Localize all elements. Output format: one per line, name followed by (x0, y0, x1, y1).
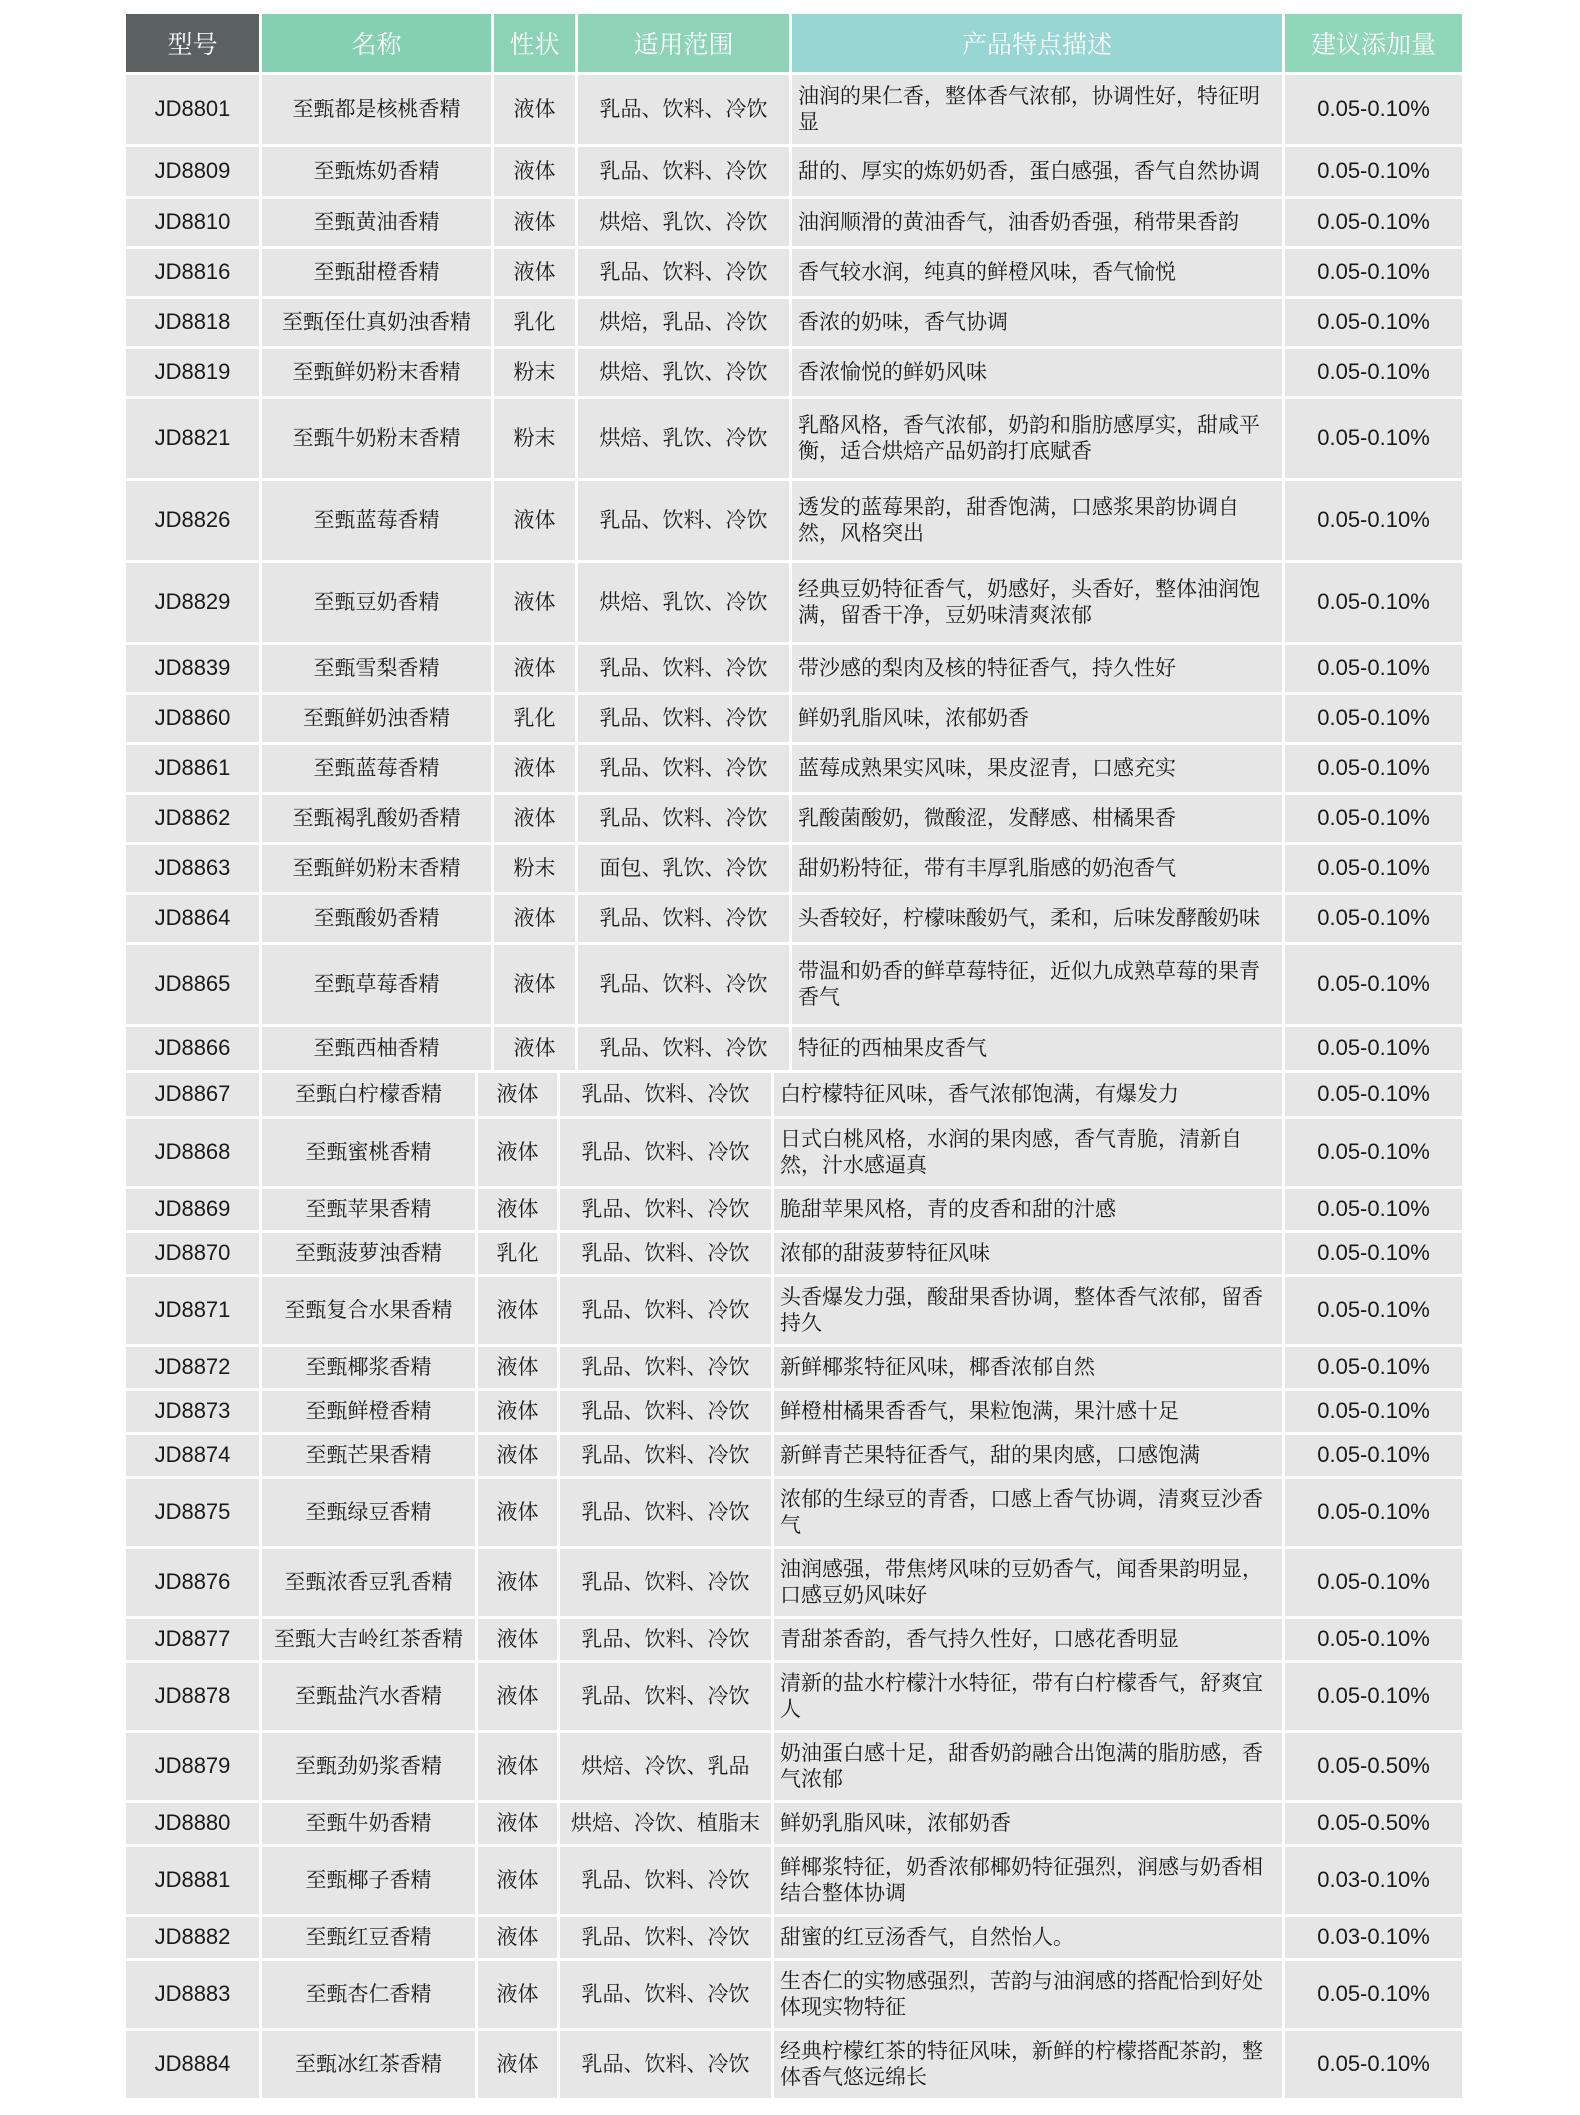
cell-state: 液体 (494, 147, 578, 196)
cell-scope: 乳品、饮料、冷饮 (560, 1961, 774, 2028)
table-row (126, 1274, 1462, 1344)
table-row (126, 396, 1462, 478)
header-name: 名称 (262, 14, 494, 72)
cell-description: 鲜椰浆特征，奶香浓郁椰奶特征强烈，润感与奶香相结合整体协调 (774, 1847, 1285, 1914)
cell-state: 液体 (494, 563, 578, 642)
cell-scope: 乳品、饮料、冷饮 (560, 1347, 774, 1388)
cell-model: JD8868 (126, 1119, 262, 1186)
cell-scope: 烘焙、乳饮、冷饮 (578, 199, 792, 246)
cell-dosage: 0.05-0.10% (1317, 1035, 1430, 1061)
cell-name: 至甄浓香豆乳香精 (262, 1549, 478, 1616)
table-row (126, 942, 1462, 1024)
cell-dosage: 0.05-0.10% (1317, 1081, 1430, 1107)
cell-scope: 乳品、饮料、冷饮 (560, 1479, 774, 1546)
cell-dosage: 0.05-0.10% (1317, 805, 1430, 831)
cell-name: 至甄侄仕真奶浊香精 (262, 299, 494, 346)
cell-state: 乳化 (478, 1233, 560, 1274)
table-row (126, 346, 1462, 396)
cell-name: 至甄椰子香精 (262, 1847, 478, 1914)
cell-state: 液体 (478, 1347, 560, 1388)
cell-name: 至甄炼奶香精 (262, 147, 494, 196)
cell-state: 液体 (478, 1917, 560, 1958)
cell-model: JD8839 (126, 645, 262, 692)
cell-state: 液体 (478, 1619, 560, 1660)
cell-name: 至甄蓝莓香精 (262, 481, 494, 560)
cell-dosage: 0.05-0.10% (1317, 1354, 1430, 1380)
cell-dosage: 0.03-0.10% (1317, 1924, 1430, 1950)
cell-name: 至甄鲜橙香精 (262, 1391, 478, 1432)
cell-state: 液体 (494, 1027, 578, 1070)
cell-description: 经典豆奶特征香气，奶感好，头香好，整体油润饱满，留香干净，豆奶味清爽浓郁 (792, 563, 1285, 642)
cell-scope: 烘焙，乳品、冷饮 (578, 299, 792, 346)
table-row (126, 1958, 1462, 2028)
cell-name: 至甄白柠檬香精 (262, 1073, 478, 1116)
cell-dosage: 0.05-0.10% (1317, 1297, 1430, 1323)
table-row (126, 196, 1462, 246)
header-description: 产品特点描述 (792, 14, 1285, 72)
cell-model: JD8883 (126, 1961, 262, 2028)
cell-model: JD8874 (126, 1435, 262, 1476)
cell-scope: 乳品、饮料、冷饮 (560, 1277, 774, 1344)
cell-dosage: 0.05-0.10% (1317, 1499, 1430, 1525)
cell-name: 至甄劲奶浆香精 (262, 1733, 478, 1800)
cell-state: 液体 (478, 1189, 560, 1230)
cell-dosage: 0.05-0.10% (1317, 971, 1430, 997)
cell-state: 液体 (478, 1961, 560, 2028)
cell-description: 香气较水润，纯真的鲜橙风味，香气愉悦 (792, 249, 1285, 296)
cell-name: 至甄复合水果香精 (262, 1277, 478, 1344)
cell-dosage: 0.05-0.10% (1317, 655, 1430, 681)
cell-scope: 乳品、饮料、冷饮 (578, 795, 792, 842)
cell-dosage: 0.05-0.10% (1317, 1442, 1430, 1468)
cell-scope: 烘焙、冷饮、乳品 (560, 1733, 774, 1800)
cell-scope: 乳品、饮料、冷饮 (578, 481, 792, 560)
cell-dosage: 0.05-0.50% (1317, 1810, 1430, 1836)
cell-description: 油润感强，带焦烤风味的豆奶香气，闻香果韵明显，口感豆奶风味好 (774, 1549, 1285, 1616)
cell-name: 至甄牛奶粉末香精 (262, 399, 494, 478)
cell-scope: 乳品、饮料、冷饮 (560, 1119, 774, 1186)
cell-model: JD8818 (126, 299, 262, 346)
cell-state: 粉末 (494, 845, 578, 892)
cell-name: 至甄红豆香精 (262, 1917, 478, 1958)
cell-description: 新鲜青芒果特征香气，甜的果肉感，口感饱满 (774, 1435, 1285, 1476)
cell-model: JD8882 (126, 1917, 262, 1958)
cell-description: 脆甜苹果风格，青的皮香和甜的汁感 (774, 1189, 1285, 1230)
cell-model: JD8873 (126, 1391, 262, 1432)
cell-dosage: 0.05-0.10% (1317, 1569, 1430, 1595)
cell-scope: 乳品、饮料、冷饮 (560, 1189, 774, 1230)
cell-name: 至甄褐乳酸奶香精 (262, 795, 494, 842)
cell-scope: 烘焙、冷饮、植脂末 (560, 1803, 774, 1844)
header-state: 性状 (494, 14, 578, 72)
table-row (126, 478, 1462, 560)
cell-description: 油润顺滑的黄油香气，油香奶香强，稍带果香韵 (792, 199, 1285, 246)
cell-name: 至甄鲜奶粉末香精 (262, 349, 494, 396)
cell-model: JD8865 (126, 945, 262, 1024)
table-row (126, 1660, 1462, 1730)
cell-dosage: 0.05-0.10% (1317, 2051, 1430, 2077)
cell-description: 油润的果仁香，整体香气浓郁，协调性好，特征明显 (792, 75, 1285, 144)
table-row (126, 72, 1462, 144)
cell-description: 鲜奶乳脂风味，浓郁奶香 (774, 1803, 1285, 1844)
cell-scope: 乳品、饮料、冷饮 (560, 1073, 774, 1116)
cell-name: 至甄甜橙香精 (262, 249, 494, 296)
cell-name: 至甄大吉岭红茶香精 (262, 1619, 478, 1660)
cell-scope: 乳品、饮料、冷饮 (560, 1233, 774, 1274)
cell-state: 液体 (494, 75, 578, 144)
table-row (126, 1800, 1462, 1844)
table-row (126, 742, 1462, 792)
cell-name: 至甄蜜桃香精 (262, 1119, 478, 1186)
cell-description: 透发的蓝莓果韵，甜香饱满，口感浆果韵协调自然，风格突出 (792, 481, 1285, 560)
cell-name: 至甄菠萝浊香精 (262, 1233, 478, 1274)
cell-model: JD8884 (126, 2031, 262, 2098)
cell-state: 液体 (478, 1803, 560, 1844)
table-row (126, 1070, 1462, 1116)
table-row (126, 1914, 1462, 1958)
cell-dosage: 0.05-0.10% (1317, 96, 1430, 122)
cell-model: JD8871 (126, 1277, 262, 1344)
cell-name: 至甄雪梨香精 (262, 645, 494, 692)
cell-state: 液体 (494, 795, 578, 842)
cell-dosage: 0.05-0.10% (1317, 705, 1430, 731)
cell-dosage: 0.05-0.10% (1317, 755, 1430, 781)
cell-description: 带温和奶香的鲜草莓特征，近似九成熟草莓的果青香气 (792, 945, 1285, 1024)
header-scope: 适用范围 (578, 14, 792, 72)
cell-dosage: 0.05-0.10% (1317, 359, 1430, 385)
cell-description: 浓郁的甜菠萝特征风味 (774, 1233, 1285, 1274)
cell-description: 鲜橙柑橘果香香气，果粒饱满，果汁感十足 (774, 1391, 1285, 1432)
cell-state: 乳化 (494, 299, 578, 346)
cell-dosage: 0.05-0.10% (1317, 1683, 1430, 1709)
cell-dosage: 0.05-0.10% (1317, 855, 1430, 881)
cell-scope: 乳品、饮料、冷饮 (560, 1663, 774, 1730)
cell-description: 清新的盐水柠檬汁水特征，带有白柠檬香气，舒爽宜人 (774, 1663, 1285, 1730)
table-row (126, 1476, 1462, 1546)
product-table (126, 14, 1462, 2098)
cell-dosage: 0.05-0.10% (1317, 209, 1430, 235)
cell-name: 至甄黄油香精 (262, 199, 494, 246)
cell-scope: 乳品、饮料、冷饮 (578, 945, 792, 1024)
cell-dosage: 0.05-0.10% (1317, 1240, 1430, 1266)
cell-description: 乳酸菌酸奶，微酸涩，发酵感、柑橘果香 (792, 795, 1285, 842)
cell-name: 至甄芒果香精 (262, 1435, 478, 1476)
cell-model: JD8881 (126, 1847, 262, 1914)
cell-name: 至甄草莓香精 (262, 945, 494, 1024)
cell-dosage: 0.05-0.10% (1317, 309, 1430, 335)
cell-state: 液体 (494, 745, 578, 792)
table-row (126, 1024, 1462, 1070)
cell-scope: 乳品、饮料、冷饮 (578, 645, 792, 692)
cell-dosage: 0.05-0.10% (1317, 1981, 1430, 2007)
cell-state: 液体 (478, 1663, 560, 1730)
cell-model: JD8862 (126, 795, 262, 842)
cell-model: JD8870 (126, 1233, 262, 1274)
table-row (126, 642, 1462, 692)
cell-scope: 乳品、饮料、冷饮 (578, 75, 792, 144)
cell-description: 头香较好，柠檬味酸奶气，柔和，后味发酵酸奶味 (792, 895, 1285, 942)
cell-description: 甜奶粉特征，带有丰厚乳脂感的奶泡香气 (792, 845, 1285, 892)
cell-scope: 乳品、饮料、冷饮 (578, 695, 792, 742)
cell-scope: 烘焙、乳饮、冷饮 (578, 563, 792, 642)
table-row (126, 1230, 1462, 1274)
cell-name: 至甄苹果香精 (262, 1189, 478, 1230)
cell-model: JD8878 (126, 1663, 262, 1730)
table-row (126, 1730, 1462, 1800)
table-row (126, 296, 1462, 346)
cell-name: 至甄牛奶香精 (262, 1803, 478, 1844)
cell-name: 至甄西柚香精 (262, 1027, 494, 1070)
cell-model: JD8864 (126, 895, 262, 942)
cell-dosage: 0.03-0.10% (1317, 1867, 1430, 1893)
cell-state: 液体 (478, 1733, 560, 1800)
cell-scope: 乳品、饮料、冷饮 (560, 1391, 774, 1432)
cell-name: 至甄豆奶香精 (262, 563, 494, 642)
cell-description: 浓郁的生绿豆的青香，口感上香气协调，清爽豆沙香气 (774, 1479, 1285, 1546)
cell-scope: 乳品、饮料、冷饮 (578, 745, 792, 792)
cell-state: 粉末 (494, 399, 578, 478)
table-row (126, 792, 1462, 842)
table-row (126, 1388, 1462, 1432)
cell-scope: 乳品、饮料、冷饮 (560, 1619, 774, 1660)
cell-dosage: 0.05-0.50% (1317, 1753, 1430, 1779)
table-row (126, 1116, 1462, 1186)
cell-description: 生杏仁的实物感强烈，苦韵与油润感的搭配恰到好处体现实物特征 (774, 1961, 1285, 2028)
cell-name: 至甄冰红茶香精 (262, 2031, 478, 2098)
cell-name: 至甄蓝莓香精 (262, 745, 494, 792)
cell-state: 液体 (478, 2031, 560, 2098)
cell-description: 香浓愉悦的鲜奶风味 (792, 349, 1285, 396)
cell-model: JD8875 (126, 1479, 262, 1546)
cell-state: 液体 (494, 645, 578, 692)
cell-model: JD8809 (126, 147, 262, 196)
cell-model: JD8869 (126, 1189, 262, 1230)
table-row (126, 842, 1462, 892)
table-row (126, 1344, 1462, 1388)
cell-name: 至甄绿豆香精 (262, 1479, 478, 1546)
cell-name: 至甄鲜奶浊香精 (262, 695, 494, 742)
cell-description: 带沙感的梨肉及核的特征香气，持久性好 (792, 645, 1285, 692)
cell-model: JD8861 (126, 745, 262, 792)
table-row (126, 560, 1462, 642)
cell-state: 液体 (478, 1277, 560, 1344)
table-row (126, 144, 1462, 196)
cell-state: 液体 (478, 1073, 560, 1116)
table-row (126, 692, 1462, 742)
cell-state: 液体 (478, 1549, 560, 1616)
table-row (126, 1616, 1462, 1660)
cell-state: 液体 (478, 1435, 560, 1476)
cell-model: JD8879 (126, 1733, 262, 1800)
cell-model: JD8826 (126, 481, 262, 560)
cell-description: 头香爆发力强，酸甜果香协调，整体香气浓郁，留香持久 (774, 1277, 1285, 1344)
cell-name: 至甄鲜奶粉末香精 (262, 845, 494, 892)
cell-dosage: 0.05-0.10% (1317, 507, 1430, 533)
cell-scope: 烘焙、乳饮、冷饮 (578, 399, 792, 478)
cell-model: JD8829 (126, 563, 262, 642)
cell-dosage: 0.05-0.10% (1317, 589, 1430, 615)
cell-description: 乳酪风格，香气浓郁，奶韵和脂肪感厚实，甜咸平衡，适合烘焙产品奶韵打底赋香 (792, 399, 1285, 478)
cell-dosage: 0.05-0.10% (1317, 1398, 1430, 1424)
cell-description: 青甜茶香韵，香气持久性好，口感花香明显 (774, 1619, 1285, 1660)
cell-scope: 乳品、饮料、冷饮 (560, 2031, 774, 2098)
cell-name: 至甄椰浆香精 (262, 1347, 478, 1388)
cell-state: 液体 (478, 1479, 560, 1546)
header-model: 型号 (126, 14, 262, 72)
cell-state: 液体 (478, 1391, 560, 1432)
table-header (126, 14, 1462, 72)
cell-scope: 乳品、饮料、冷饮 (560, 1549, 774, 1616)
cell-state: 液体 (494, 481, 578, 560)
cell-model: JD8860 (126, 695, 262, 742)
table-row (126, 1844, 1462, 1914)
cell-model: JD8863 (126, 845, 262, 892)
cell-state: 乳化 (494, 695, 578, 742)
cell-description: 奶油蛋白感十足，甜香奶韵融合出饱满的脂肪感，香气浓郁 (774, 1733, 1285, 1800)
cell-state: 液体 (478, 1847, 560, 1914)
table-row (126, 1432, 1462, 1476)
cell-model: JD8801 (126, 75, 262, 144)
cell-state: 液体 (494, 895, 578, 942)
cell-state: 液体 (494, 199, 578, 246)
cell-name: 至甄杏仁香精 (262, 1961, 478, 2028)
cell-model: JD8821 (126, 399, 262, 478)
cell-dosage: 0.05-0.10% (1317, 905, 1430, 931)
cell-description: 鲜奶乳脂风味，浓郁奶香 (792, 695, 1285, 742)
table-row (126, 892, 1462, 942)
cell-name: 至甄都是核桃香精 (262, 75, 494, 144)
cell-dosage: 0.05-0.10% (1317, 259, 1430, 285)
cell-dosage: 0.05-0.10% (1317, 425, 1430, 451)
cell-dosage: 0.05-0.10% (1317, 1626, 1430, 1652)
table-row (126, 2028, 1462, 2098)
cell-scope: 面包、乳饮、冷饮 (578, 845, 792, 892)
cell-description: 白柠檬特征风味，香气浓郁饱满，有爆发力 (774, 1073, 1285, 1116)
cell-model: JD8876 (126, 1549, 262, 1616)
cell-scope: 烘焙、乳饮、冷饮 (578, 349, 792, 396)
cell-scope: 乳品、饮料、冷饮 (578, 147, 792, 196)
cell-scope: 乳品、饮料、冷饮 (560, 1847, 774, 1914)
cell-name: 至甄盐汽水香精 (262, 1663, 478, 1730)
cell-model: JD8880 (126, 1803, 262, 1844)
cell-description: 蓝莓成熟果实风味，果皮涩青，口感充实 (792, 745, 1285, 792)
cell-description: 香浓的奶味，香气协调 (792, 299, 1285, 346)
cell-description: 日式白桃风格，水润的果肉感，香气青脆，清新自然，汁水感逼真 (774, 1119, 1285, 1186)
header-dosage: 建议添加量 (1285, 14, 1462, 72)
cell-model: JD8816 (126, 249, 262, 296)
table-body (126, 72, 1462, 2098)
cell-model: JD8810 (126, 199, 262, 246)
cell-scope: 乳品、饮料、冷饮 (560, 1435, 774, 1476)
cell-scope: 乳品、饮料、冷饮 (578, 895, 792, 942)
cell-description: 甜的、厚实的炼奶奶香，蛋白感强，香气自然协调 (792, 147, 1285, 196)
cell-description: 新鲜椰浆特征风味，椰香浓郁自然 (774, 1347, 1285, 1388)
cell-state: 粉末 (494, 349, 578, 396)
cell-dosage: 0.05-0.10% (1317, 1139, 1430, 1165)
cell-model: JD8867 (126, 1073, 262, 1116)
table-row (126, 1546, 1462, 1616)
cell-model: JD8872 (126, 1347, 262, 1388)
cell-scope: 乳品、饮料、冷饮 (578, 249, 792, 296)
cell-description: 甜蜜的红豆汤香气，自然怡人。 (774, 1917, 1285, 1958)
table-row (126, 1186, 1462, 1230)
table-row (126, 246, 1462, 296)
cell-description: 特征的西柚果皮香气 (792, 1027, 1285, 1070)
cell-dosage: 0.05-0.10% (1317, 158, 1430, 184)
cell-model: JD8877 (126, 1619, 262, 1660)
cell-description: 经典柠檬红茶的特征风味，新鲜的柠檬搭配茶韵，整体香气悠远绵长 (774, 2031, 1285, 2098)
cell-state: 液体 (494, 249, 578, 296)
cell-state: 液体 (478, 1119, 560, 1186)
cell-state: 液体 (494, 945, 578, 1024)
cell-dosage: 0.05-0.10% (1317, 1196, 1430, 1222)
cell-model: JD8819 (126, 349, 262, 396)
cell-scope: 乳品、饮料、冷饮 (560, 1917, 774, 1958)
cell-model: JD8866 (126, 1027, 262, 1070)
cell-name: 至甄酸奶香精 (262, 895, 494, 942)
cell-scope: 乳品、饮料、冷饮 (578, 1027, 792, 1070)
